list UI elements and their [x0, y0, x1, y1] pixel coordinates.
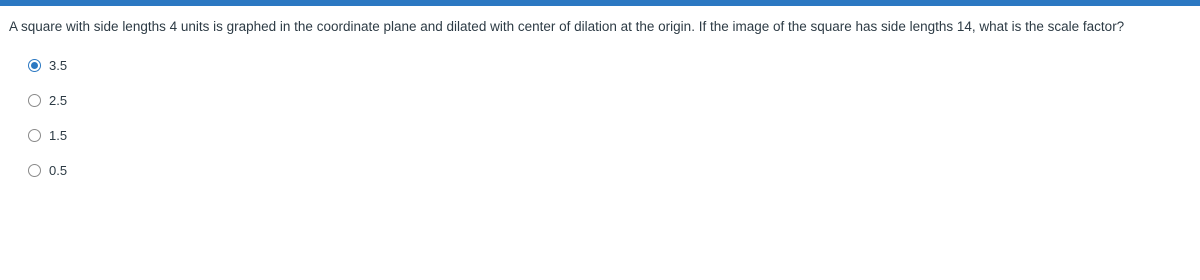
radio-button-icon[interactable]	[28, 59, 41, 72]
answer-option-4[interactable]	[28, 162, 67, 179]
answer-option-1[interactable]	[28, 57, 67, 74]
radio-button-icon[interactable]	[28, 164, 41, 177]
option-label: 1.5	[49, 128, 68, 143]
option-label: 2.5	[49, 93, 68, 108]
question-text: A square with side lengths 4 units is graphed in the coordinate plane and dilated with center of dilation at the origin. If the image of the square has side lengths 14, what is the scale factor?	[9, 19, 1125, 34]
option-label: 0.5	[49, 163, 68, 178]
answer-option-3[interactable]	[28, 127, 67, 144]
option-label: 3.5	[49, 58, 68, 73]
radio-button-icon[interactable]	[28, 129, 41, 142]
top-accent-bar	[0, 0, 1200, 6]
radio-button-icon[interactable]	[28, 94, 41, 107]
answer-options	[28, 57, 67, 197]
answer-option-2[interactable]	[28, 92, 67, 109]
